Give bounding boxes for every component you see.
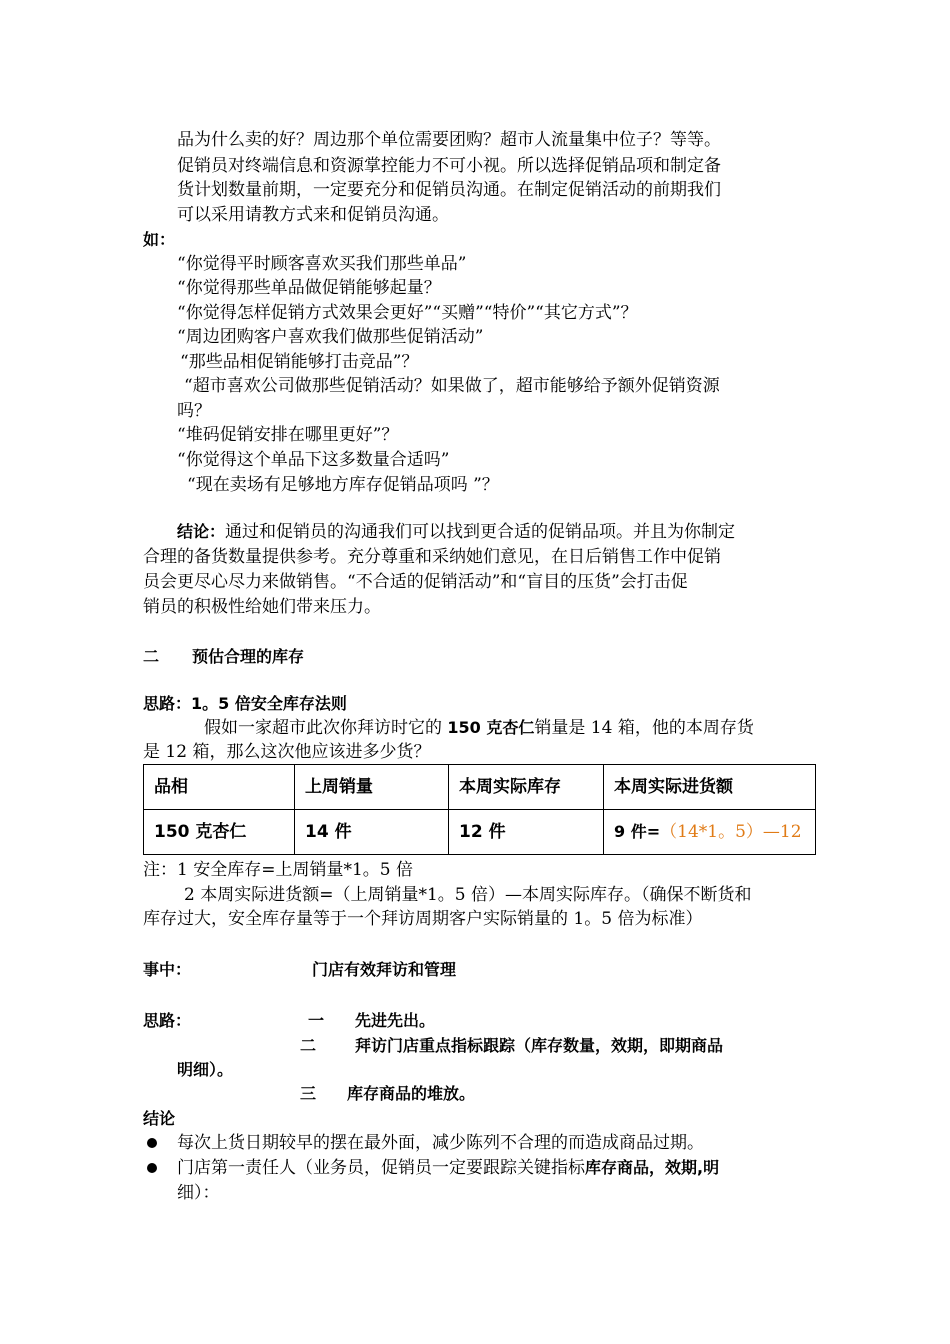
cell-last-week-sales: 14 件 [295, 810, 449, 855]
table-row [144, 810, 816, 855]
bullet-icon [147, 1163, 157, 1173]
question-3: “你觉得怎样促销方式效果会更好”“买赠”“特价”“其它方式”？ [177, 303, 638, 323]
conclusion-line-1 [177, 520, 735, 544]
cell-purchase-prefix: 9 件= [614, 822, 661, 841]
question-5: “那些品相促销能够打击竞品”？ [180, 352, 419, 372]
idea2-item-1-text: 先进先出。 [355, 1011, 436, 1030]
example-label: 如： [143, 230, 176, 249]
idea2-item-3-num: 三 [300, 1084, 317, 1103]
conclusion-line-4: 销员的积极性给她们带来压力。 [143, 597, 381, 617]
conclusion2-label: 结论 [143, 1109, 176, 1128]
section-2-number: 二 [143, 647, 160, 666]
header-last-week-sales: 上周销量 [295, 765, 449, 810]
during-title: 门店有效拜访和管理 [312, 960, 457, 979]
conclusion-text-1: 通过和促销员的沟通我们可以找到更合适的促销品项。并且为你制定 [225, 522, 736, 542]
cell-purchase-amount [604, 810, 816, 855]
note-1: 注：1 安全库存=上周销量*1。5 倍 [143, 860, 413, 880]
cell-product: 150 克杏仁 [144, 810, 295, 855]
question-9: “现在卖场有足够地方库存促销品项吗 ”？ [187, 475, 499, 495]
conclusion-line-2: 合理的备货数量提供参考。充分尊重和采纳她们意见，在日后销售工作中促销 [143, 547, 721, 567]
header-purchase-amount: 本周实际进货额 [604, 765, 816, 810]
intro-line-1: 品为什么卖的好？周边那个单位需要团购？超市人流量集中位子？等等。 [177, 130, 721, 150]
question-8: “你觉得这个单品下这多数量合适吗” [177, 450, 450, 470]
idea-line-1 [204, 716, 754, 740]
idea-heading: 思路：1。5 倍安全库存法则 [143, 694, 347, 713]
table-header-row [144, 765, 816, 810]
header-current-stock: 本周实际库存 [449, 765, 604, 810]
idea-line-1-post: 销量是 14 箱，他的本周存货 [534, 718, 754, 738]
question-6: “超市喜欢公司做那些促销活动？如果做了，超市能够给予额外促销资源 [184, 376, 720, 396]
inventory-table [143, 764, 816, 855]
idea-line-1-pre: 假如一家超市此次你拜访时它的 [204, 718, 448, 738]
header-product: 品相 [144, 765, 295, 810]
cell-purchase-formula: （14*1。5）—12 [660, 822, 802, 842]
bullet-1-text: 每次上货日期较早的摆在最外面，减少陈列不合理的而造成商品过期。 [177, 1133, 704, 1153]
idea-line-1-product: 150 克杏仁 [447, 718, 535, 737]
conclusion-label: 结论： [177, 522, 226, 541]
section-2-title: 预估合理的库存 [192, 647, 305, 666]
conclusion-line-3: 员会更尽心尽力来做销售。“不合适的促销活动”和“盲目的压货”会打击促 [143, 572, 688, 592]
intro-line-3: 货计划数量前期，一定要充分和促销员沟通。在制定促销活动的前期我们 [177, 180, 721, 200]
intro-line-2: 促销员对终端信息和资源掌控能力不可小视。所以选择促销品项和制定备 [177, 156, 721, 176]
idea2-item-2-num: 二 [300, 1036, 317, 1055]
idea2-item-2-cont: 明细）。 [177, 1060, 234, 1079]
question-2: “你觉得那些单品做促销能够起量？ [177, 278, 441, 298]
note-2-cont: 库存过大，安全库存量等于一个拜访周期客户实际销量的 1。5 倍为标准） [143, 909, 703, 929]
question-7: “堆码促销安排在哪里更好”？ [177, 425, 399, 445]
during-label: 事中： [143, 960, 192, 979]
bullet-2-bold: 库存商品，效期,明 [585, 1158, 720, 1177]
note-2: 2 本周实际进货额=（上周销量*1。5 倍）—本周实际库存。（确保不断货和 [184, 885, 752, 905]
cell-current-stock: 12 件 [449, 810, 604, 855]
question-4: “周边团购客户喜欢我们做那些促销活动” [177, 327, 484, 347]
intro-line-4: 可以采用请教方式来和促销员沟通。 [177, 205, 449, 225]
bullet-icon [147, 1138, 157, 1148]
idea2-item-2-text: 拜访门店重点指标跟踪（库存数量，效期，即期商品 [355, 1036, 724, 1055]
idea2-label: 思路： [143, 1011, 192, 1030]
idea-line-2: 是 12 箱，那么这次他应该进多少货？ [143, 742, 431, 762]
question-6-cont: 吗？ [177, 401, 211, 421]
bullet-2-cont: 细）： [177, 1183, 220, 1203]
bullet-2-pre: 门店第一责任人（业务员，促销员一定要跟踪关键指标 [177, 1158, 585, 1178]
question-1: “你觉得平时顾客喜欢买我们那些单品” [177, 254, 467, 274]
idea2-item-3-text: 库存商品的堆放。 [347, 1084, 476, 1103]
idea2-item-1-num: 一 [308, 1011, 325, 1030]
bullet-2-text [177, 1156, 719, 1180]
